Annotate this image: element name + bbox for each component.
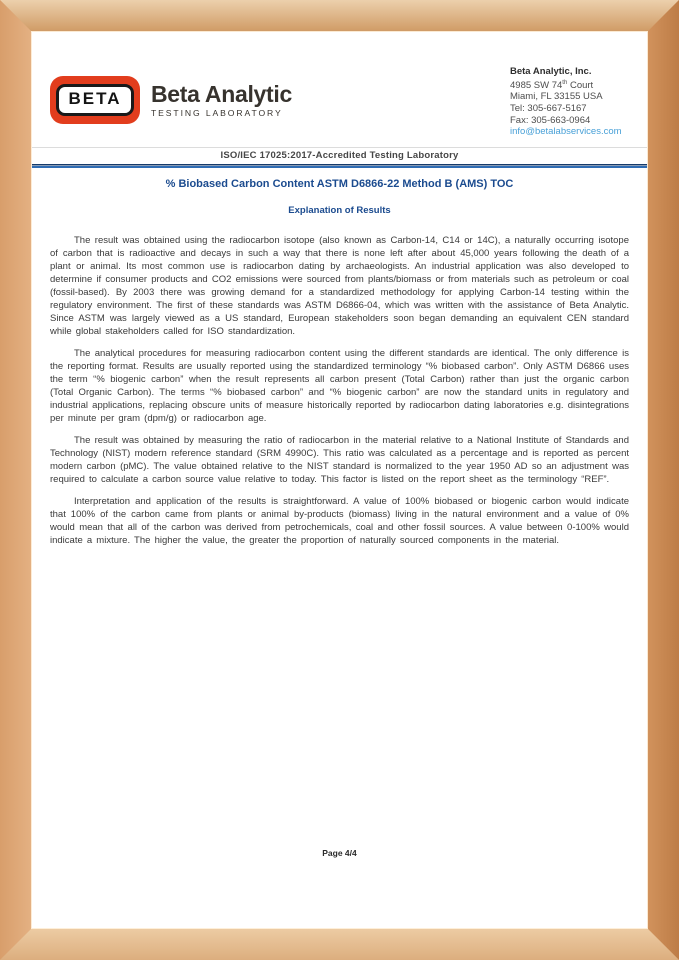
frame-left-edge [0,0,32,960]
beta-logo-text: BETA [68,89,122,108]
contact-address-line1 [510,78,622,92]
beta-analytic-logo [50,76,292,124]
brand-name: Beta Analytic [151,80,292,107]
beta-logo-badge [50,76,140,124]
frame-bottom-edge [0,928,679,960]
explanation-body [50,234,629,556]
contact-tel: Tel: 305-667-5167 [510,102,587,114]
frame-top-edge [0,0,679,32]
contact-fax: Fax: 305-663-0964 [510,114,591,126]
body-paragraph: The result was obtained by measuring the ratio of radiocarbon in the material relative to a National Institute of Standards and Technology (NIST) modern reference standard (SRM 4990C). This ratio was calculated as a percentage and is reported as percent modern carbon (pMC). The value obtained relative to the NIST standard is normalized to the year 1950 AD so an adjustment was required to calculate a carbon source value relative to today. This factor is listed on the report sheet as the terminology “REF”. [50,435,629,485]
address1-ordinal: th [562,79,568,86]
address1-pre: 4985 SW 74 [510,79,563,91]
contact-address-line2: Miami, FL 33155 USA [510,91,603,103]
page-number: Page 4/4 [322,848,357,858]
document-page [32,32,647,928]
contact-email-link[interactable]: info@betalabservices.com [510,126,622,138]
brand-block [151,80,292,118]
body-paragraph: Interpretation and application of the results is straightforward. A value of 100% biobased or biogenic carbon would indicate that 100% of the carbon came from plants or animal by-products (biomass) living in the natural environment and a value of 0% would mean that all of the carbon was derived from petrochemicals, coal and other fossil sources. A value between 0-100% would indicate a mixture. The higher the value, the greater the proportion of naturally sourced components in the material. [50,496,629,546]
page-subtitle: Explanation of Results [288,205,391,216]
address1-post: Court [567,79,594,91]
body-paragraph: The result was obtained using the radiocarbon isotope (also known as Carbon-14, C14 or 14C), a naturally occurring isotope of carbon that is radioactive and decays in such a way that there is none left after about 45,000 years following the death of a plant or animal. Its most common use is radiocarbon dating by archaeologists. An industrial application was also developed to determine if consumer products and CO2 emissions were sourced from plants/biomass or from materials such as petroleum or coal (fossil-based). By 2003 there was growing demand for a standardized methodology for applying Carbon-14 testing within the regulatory environment. The first of these standards was ASTM D6866-04, which was written with the assistance of Beta Analytic. Since ASTM was largely viewed as a US standard, European stakeholders soon began demanding an equivalent CEN standard while global stakeholders called for ISO standardization. [50,235,629,337]
brand-subtitle: TESTING LABORATORY [151,107,283,118]
accreditation-banner: ISO/IEC 17025:2017-Accredited Testing Laboratory [220,150,459,161]
page-title: % Biobased Carbon Content ASTM D6866-22 Method B (AMS) TOC [165,178,514,190]
beta-logo-badge-inner [56,84,133,116]
blue-rule-divider [32,164,647,168]
contact-block [510,66,622,138]
header-divider-line [32,147,647,148]
body-paragraph: The analytical procedures for measuring radiocarbon content using the different standards are identical. The only difference is the reporting format. Results are usually reported using the standardized terminology “% biobased carbon”. Only ASTM D6866 uses the term “% biogenic carbon” when the result represents all carbon present (Total Carbon) rather than just the organic carbon (Total Organic Carbon). The terms “% biobased carbon” and “% biogenic carbon” are now the standard units in regulatory and industrial applications, replacing obscure units of measure historically reported by radiocarbon dating laboratories e.g. disintegrations per minute per gram (dpm/g) or radiocarbon age. [50,348,629,424]
frame-right-edge [647,0,679,960]
contact-company: Beta Analytic, Inc. [510,66,592,77]
